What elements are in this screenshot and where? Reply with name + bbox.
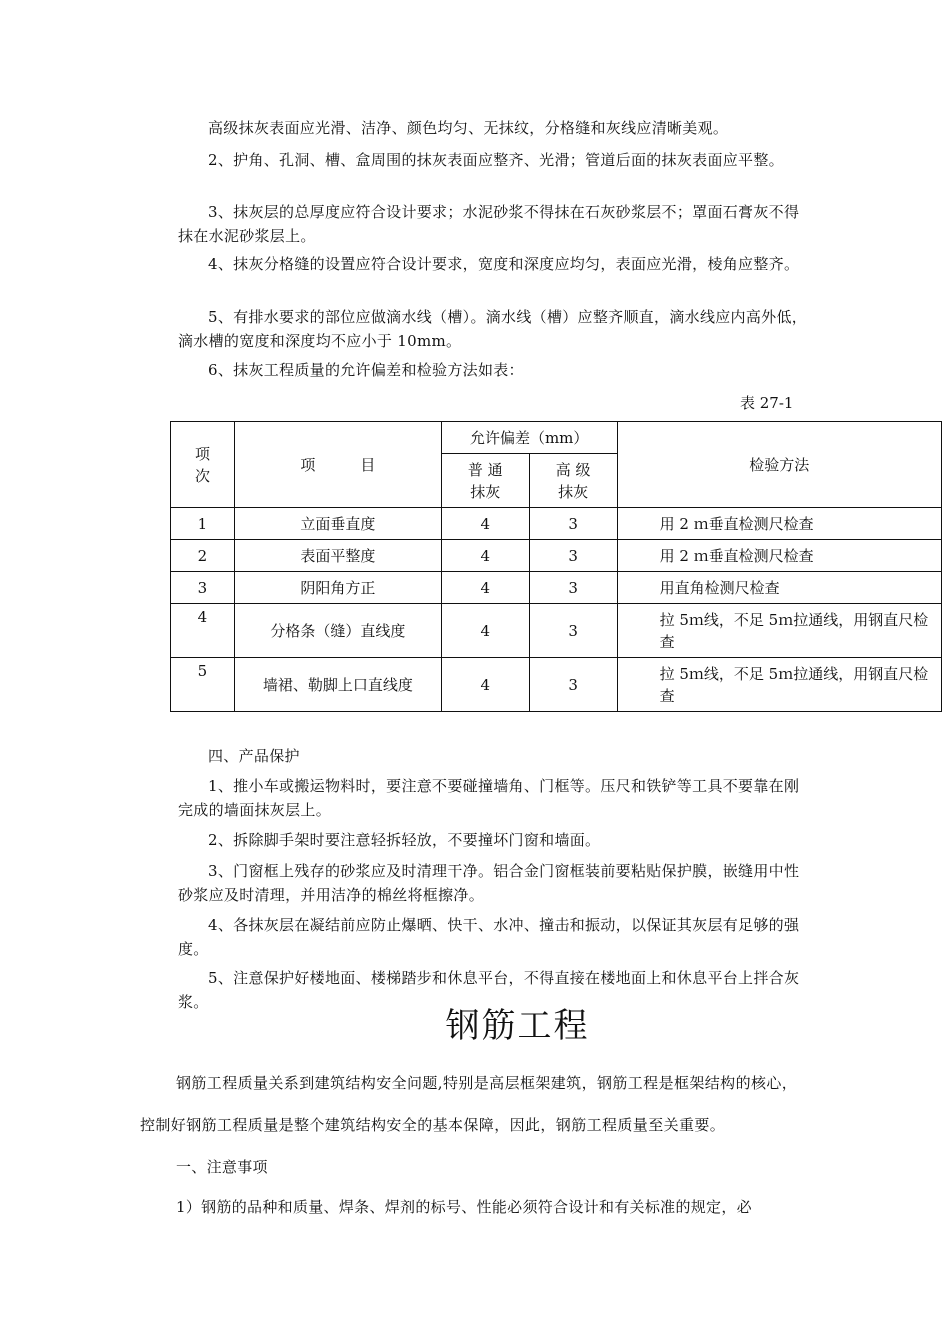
paragraph-item-5: 5、有排水要求的部位应做滴水线（槽）。滴水线（槽）应整齐顺直，滴水线应内高外低，滴水槽的宽度和深度均不应小于 10mm。 [178,308,808,350]
protect-item-2: 2、拆除脚手架时要注意轻拆轻放，不要撞坏门窗和墙面。 [208,831,601,849]
row-normal: 4 [441,572,529,604]
tolerance-table [170,421,942,712]
paragraph-item-3: 3、抹灰层的总厚度应符合设计要求；水泥砂浆不得抹在石灰砂浆层不；罩面石膏灰不得抹在水泥砂浆层上。 [178,203,800,245]
row-method: 用 2 ｍ垂直检测尺检查 [617,508,941,540]
header-no: 项次 [171,422,235,508]
row-no: 3 [171,572,235,604]
table-row [171,508,942,540]
row-no: 4 [171,604,235,658]
row-method: 拉 5ｍ线，不足 5ｍ拉通线，用钢直尺检查 [617,658,941,712]
table-row [171,604,942,658]
row-normal: 4 [441,508,529,540]
row-normal: 4 [441,658,529,712]
protect-item-1: 1、推小车或搬运物料时，要注意不要碰撞墙角、门框等。压尺和铁铲等工具不要靠在刚完成的墙面抹灰层上。 [178,777,800,819]
row-method: 用直角检测尺检查 [617,572,941,604]
row-item: 墙裙、勒脚上口直线度 [234,658,441,712]
header-method: 检验方法 [617,422,941,508]
header-high: 高 级 抹灰 [529,454,617,508]
section-item-1: 1）钢筋的品种和质量、焊条、焊剂的标号、性能必须符合设计和有关标准的规定，必 [176,1198,752,1216]
row-no: 5 [171,658,235,712]
row-no: 1 [171,508,235,540]
section-heading: 一、注意事项 [176,1158,268,1176]
paragraph-item-2: 2、护角、孔洞、槽、盒周围的抹灰表面应整齐、光滑；管道后面的抹灰表面应平整。 [208,151,784,169]
protect-item-5: 5、注意保护好楼地面、楼梯踏步和休息平台，不得直接在楼地面上和休息平台上拌合灰浆。 [178,969,800,1011]
table-caption: 表 27-1 [740,394,794,412]
header-item: 项 目 [234,422,441,508]
row-high: 3 [529,658,617,712]
header-normal: 普 通 抹灰 [441,454,529,508]
row-method: 拉 5ｍ线，不足 5ｍ拉通线，用钢直尺检查 [617,604,941,658]
row-item: 阴阳角方正 [234,572,441,604]
row-high: 3 [529,508,617,540]
table-row [171,540,942,572]
header-allow: 允许偏差（mm） [441,422,617,454]
protect-heading: 四、产品保护 [208,747,300,765]
row-no: 2 [171,540,235,572]
paragraph-item-4: 4、抹灰分格缝的设置应符合设计要求，宽度和深度应均匀，表面应光滑，棱角应整齐。 [208,255,800,273]
row-high: 3 [529,604,617,658]
row-item: 立面垂直度 [234,508,441,540]
row-normal: 4 [441,604,529,658]
protect-item-3: 3、门窗框上残存的砂浆应及时清理干净。铝合金门窗框装前要粘贴保护膜，嵌缝用中性砂浆应及时清理，并用洁净的棉丝将框擦净。 [178,862,800,904]
protect-item-4: 4、各抹灰层在凝结前应防止爆晒、快干、水冲、撞击和振动，以保证其灰层有足够的强度。 [178,916,800,958]
row-high: 3 [529,540,617,572]
paragraph-surface-quality: 高级抹灰表面应光滑、洁净、颜色均匀、无抹纹，分格缝和灰线应清晰美观。 [208,119,729,137]
row-item: 表面平整度 [234,540,441,572]
section-intro: 钢筋工程质量关系到建筑结构安全问题,特别是高层框架建筑，钢筋工程是框架结构的核心，控制好钢筋工程质量是整个建筑结构安全的基本保障，因此，钢筋工程质量至关重要。 [140,1074,798,1134]
row-high: 3 [529,572,617,604]
row-item: 分格条（缝）直线度 [234,604,441,658]
table-row [171,572,942,604]
table-row [171,658,942,712]
section-title: 钢筋工程 [445,1006,590,1046]
row-normal: 4 [441,540,529,572]
row-method: 用 2 ｍ垂直检测尺检查 [617,540,941,572]
paragraph-item-6: 6、抹灰工程质量的允许偏差和检验方法如表： [208,361,524,379]
